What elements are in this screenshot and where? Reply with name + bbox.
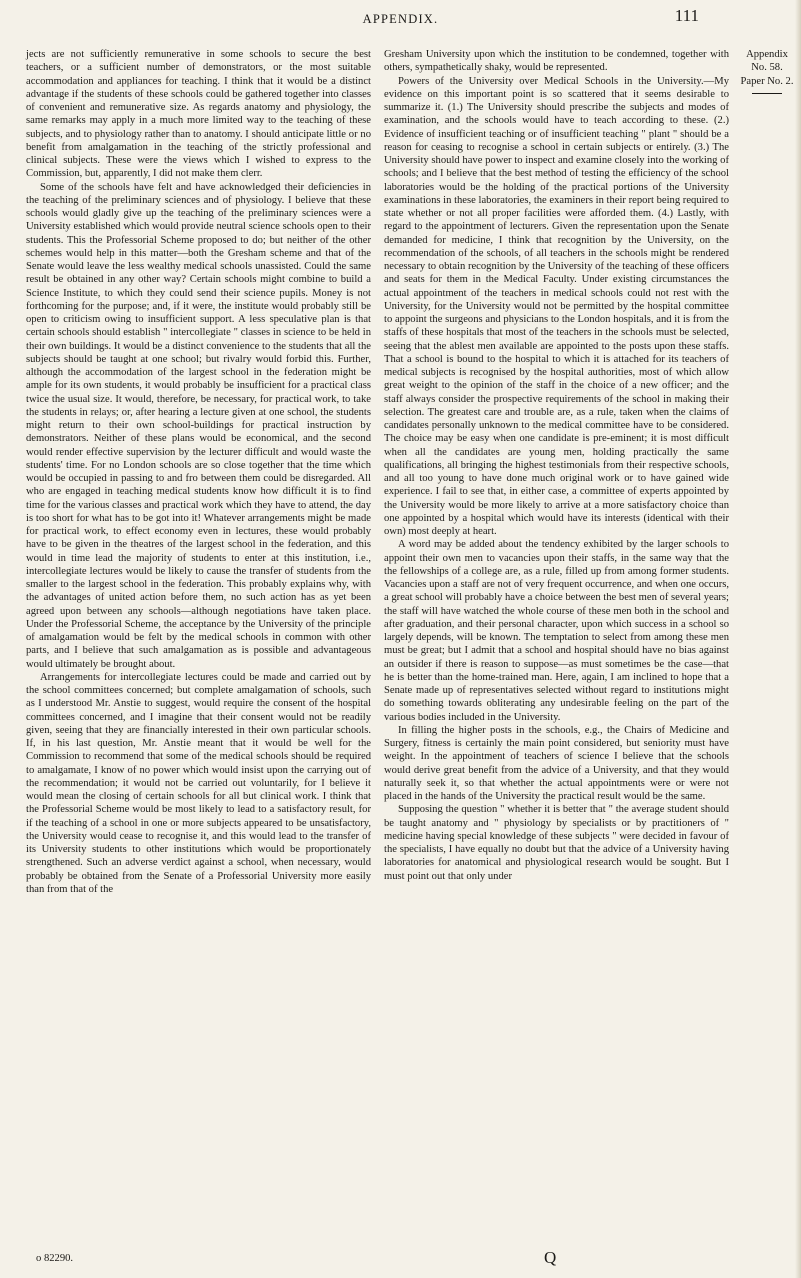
margin-divider [752,93,782,94]
paragraph: Some of the schools have felt and have acknowledged their deficiencies in the teaching of the preliminary sciences and of physiology. I believe that these schools would gladly give up the teaching of the preliminary sciences were a University established which would provide neutral science schools open to their students. This the Professorial Scheme proposed to do; but neither of the other schemes would help in this matter—both the Gresham scheme and that of the Senate would leave the less wealthy medical schools unassisted. Could the same result be obtained in any other way? Certain schools might combine to build a Science Institute, to which they could send their science pupils. Money is not forthcoming for the purpose; and, if it were, the institute would probably still be open to criticism owing to insufficient support. A less speculative plan is that certain schools should establish " intercollegiate " classes in science to be held in their own buildings. It would be a distinct convenience to the students that all the subjects should be taught at one school; but rivalry would forbid this. Further, although the accommodation of the largest school in the federation might be ample for its own students, it would probably be insufficient for a practical class twice the usual size. It would, therefore, be necessary, for practical work, to take the students in relays; or, after hearing a lecture given at one school, the students might return to their own school-buildings for practical instruction by demonstrators. Neither of these plans would be economical, and the second would render effective supervision by the lecturer difficult and would waste the students' time. For no London schools are so close together that the time which would be occupied in passing to and fro between them could be disregarded. All who are engaged in teaching medical students know how difficult it is to find time for the various classes and practical work which they have to attend, the day is too short for what has to be got into it! Whatever arrangements might be made for practical work, to effect economy even in lectures, these would probably have to be given in the theatres of the largest school in the federation, and this would in time lead the majority of students to enter at this institution, i.e., intercollegiate lectures would be likely to cause the transfer of students from the smaller to the largest school in the federation. This probably explains why, with the advantages of united action before them, no such action has as yet been agreed upon between any schools—although negotiations have taken place. Under the Professorial Scheme, the acceptance by the University of the principle of amalgamation would be felt by the medical schools in common with other parts, and I believe that such amalgamation as is possible and advantageous would ultimately be brought about. [26,181,371,670]
margin-note [736,48,798,94]
paragraph: Gresham University upon which the institution to be condemned, together with others, sympathetically shaky, would be represented. [384,49,729,74]
page-number: 111 [674,6,699,25]
page-header [0,6,801,30]
paragraph: Powers of the University over Medical Schools in the University.—My evidence on this important point is so scattered that it seems desirable to summarize it. (1.) The University should prescribe the subjects and modes of examination, and the schools would have to teach according to these. (2.) Evidence of insufficient teaching or of insufficient teaching " plant " should be a reason for ceasing to recognise a school in certain subjects or entirely. (3.) The University should have power to inspect and examine closely into the working of schools; and I believe that the best method of testing the efficiency of the school laboratories would be the holding of the practical portions of the University examinations in these laboratories, the examiners in their report being required to state whether or not all proper facilities were afforded them. (4.) Lastly, with regard to the appointment of lecturers. Given the representation upon the Senate demanded for medicine, I think that recognition by the University, on the recommendation of the schools, of all teachers in the schools might be rendered necessary to obtain recognition by the University of the teaching of these officers and seats for them in the Medical Faculty. Under existing circumstances the actual appointment of the teachers in medical schools could not rest with the University, for the University would not be permitted by the hospital committee to appoint the surgeons and physicians to the London hospitals, and it is from the staffs of these hospitals that most of the teachers in the schools must be selected, seeing that the ablest men available are appointed to the posts upon these staffs. That a school is bound to the hospital to which it is attached for its teachers of medical subjects is recognised by the hospital authorities, most of which allow great weight to the opinion of the staff in the choice of a new officer; and the staff always consider the prospective requirements of the school in making their selection. The greatest care and trouble are, as a rule, taken when the claims of candidates personally unknown to the medical committee have to be considered. The choice may be easy when one candidate is pre-eminent; it is most difficult when all the candidates are young men, holding practically the same qualifications, all bringing the highest testimonials from their respective schools, and all too young to have done much original work or to have gained wide experience. I fail to see that, in either case, a committee of experts appointed by the University would be more likely to arrive at a more satisfactory choice than one appointed by a hospital which would have its interests (identical with their own) most deeply at heart. [384,75,729,537]
printer-code: o 82290. [36,1253,74,1264]
margin-appendix: Appendix [746,49,788,60]
left-column [26,48,371,896]
running-title: APPENDIX. [362,12,439,26]
page-edge [795,0,801,1278]
paragraph: Arrangements for intercollegiate lectures could be made and carried out by the school committees concerned; but complete amalgamation of schools, such as I understood Mr. Anstie to suggest, would require the consent of the hospital committees concerned, and I imagine that their consent would not be readily given, seeing that they are financially interested in their own particular schools. If, in his last question, Mr. Anstie meant that it would be well for the Commission to recommend that some of the medical schools should be required to amalgamate, I know of no power which would insist upon the carrying out of the recommendation; it would not be carried out voluntarily, for I believe it would mean the closing of certain schools for all but clinical work. I think that the Professorial Scheme would be most likely to lead to a satisfactory result, for if the teaching of a school in one or more subjects appeared to be unsatisfactory, the University would cease to recognise it, and this would lead to the transfer of its University students to other institutions which would be proportionately strengthened. Such an adverse verdict against a school, when necessary, would probably be obtained from the Senate of a Professorial University more easily than from that of the [26,671,371,895]
paragraph: A word may be added about the tendency exhibited by the larger schools to appoint their own men to vacancies upon their staffs, in the same way that the the fellowships of a college are, as a rule, filled up from among former students. Vacancies upon a staff are not of very frequent occurrence, and when one occurs, a great school will probably have a choice between the best men of several years; the staff will have watched the whole course of these men both in the school and after graduation, and their personal character, upon which success in a school so largely depends, will be known. The temptation to select from among these men must be great; but I admit that a school and hospital should have no bias against an outsider if there is reason to suppose—as must sometimes be the case—that he is better than the home-trained man. Here, again, I am inclined to hope that a Senate made up of representatives selected without regard to institutions might do something towards obliterating any undesirable feeling on the part of the various bodies included in the University. [384,539,729,723]
margin-paper-number: Paper No. 2. [740,75,794,87]
paragraph: jects are not sufficiently remunerative in some schools to secure the best teachers, or a sufficient number of demonstrators, or the most suitable accommodation and appliances for teaching. I think that it would be a distinct advantage if the students of these schools could be gathered together into classes of convenient and remunerative size. As regards anatomy and physiology, the same remarks may apply in a much more limited way to the teaching of these subjects, and to physiology rather than to anatomy. I should anticipate little or no benefit from amalgamation in the teaching of the strictly professional and clinical subjects. These were the views which I wished to express to the Commission, but, apparently, I did not make them clerr. [26,49,371,180]
paragraph: In filling the higher posts in the schools, e.g., the Chairs of Medicine and Surgery, fitness is certainly the main point considered, but seniority must have weight. In the appointment of teachers of science I believe that the schools would derive great benefit from the advice of a University, and that they would naturally seek it, so that whether the actual appointments were or were not placed in the hands of the University the practical result would be the same. [384,724,729,802]
signature-mark: Q [544,1248,557,1267]
right-column [384,48,729,883]
paragraph: Supposing the question " whether it is better that " the average student should be taught anatomy and " physiology by specialists or by practitioners of " medicine having special knowledge of these subjects " were decided in favour of the specialists, I have equally no doubt but that the advice of a University having laboratories for anatomical and physiological research would be sought. But I must point out that only under [384,804,729,882]
margin-appendix-number: No. 58. [751,62,783,74]
